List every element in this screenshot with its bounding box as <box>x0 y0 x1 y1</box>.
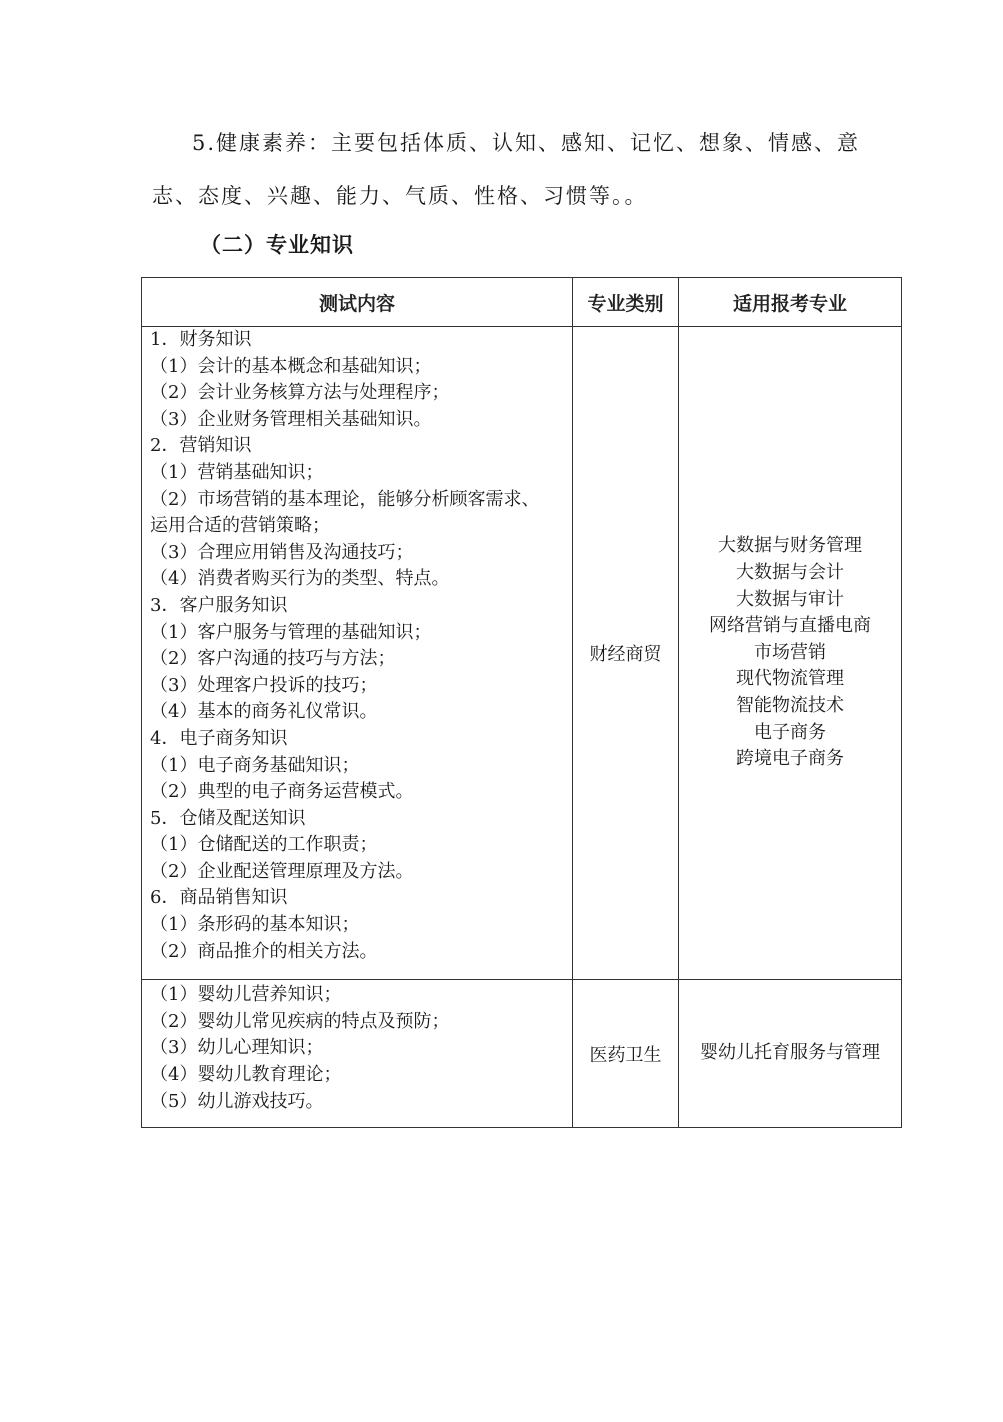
content-line: （1）电子商务基础知识； <box>150 754 360 776</box>
content-line: 5．仓储及配送知识 <box>150 807 306 829</box>
table-row <box>142 327 902 980</box>
major-item: 跨境电子商务 <box>736 748 844 770</box>
content-line: （1）客户服务与管理的基础知识； <box>150 621 432 643</box>
content-line: 1．财务知识 <box>150 329 252 350</box>
major-item: 市场营销 <box>754 641 826 663</box>
content-line: 3．客户服务知识 <box>150 594 288 616</box>
paragraph-line-1: 5.健康素养：主要包括体质、认知、感知、记忆、想象、情感、意 <box>192 131 861 155</box>
content-line: （4）消费者购买行为的类型、特点。 <box>150 568 450 590</box>
content-line: （3）合理应用销售及沟通技巧； <box>150 541 414 563</box>
test-content-list <box>142 327 572 979</box>
majors-list <box>679 1040 901 1067</box>
major-item: 现代物流管理 <box>736 668 844 690</box>
major-item: 大数据与财务管理 <box>718 535 862 557</box>
content-line: （2）商品推介的相关方法。 <box>150 940 378 962</box>
knowledge-table <box>141 277 902 1128</box>
content-line: （3）企业财务管理相关基础知识。 <box>150 408 432 430</box>
test-content-list <box>142 980 572 1127</box>
content-line: （3）幼儿心理知识； <box>150 1037 324 1059</box>
majors-cell <box>679 980 902 1128</box>
test-content-cell <box>142 327 573 980</box>
content-line: （1）婴幼儿营养知识； <box>150 984 342 1006</box>
major-item: 大数据与会计 <box>736 562 844 584</box>
majors-cell <box>679 327 902 980</box>
category-cell: 医药卫生 <box>573 980 679 1128</box>
content-line: （1）条形码的基本知识； <box>150 914 360 936</box>
test-content-cell <box>142 980 573 1128</box>
header-applicable-majors: 适用报考专业 <box>679 278 902 327</box>
header-category: 专业类别 <box>573 278 679 327</box>
content-line: （1）会计的基本概念和基础知识； <box>150 355 432 377</box>
content-line: （1）仓储配送的工作职责； <box>150 834 378 856</box>
health-literacy-paragraph <box>152 117 872 223</box>
table-row <box>142 980 902 1128</box>
content-line: （5）幼儿游戏技巧。 <box>150 1090 324 1112</box>
major-item: 智能物流技术 <box>736 695 844 717</box>
content-line: 4．电子商务知识 <box>150 727 288 749</box>
content-line: 2．营销知识 <box>150 435 252 457</box>
content-line: （3）处理客户投诉的技巧； <box>150 674 378 696</box>
header-test-content: 测试内容 <box>142 278 573 327</box>
paragraph-line-2: 志、态度、兴趣、能力、气质、性格、习惯等。。 <box>152 184 648 208</box>
table-header-row <box>142 278 902 327</box>
majors-list <box>679 533 901 772</box>
content-line: （2）市场营销的基本理论，能够分析顾客需求、 <box>150 488 540 510</box>
content-line: （2）会计业务核算方法与处理程序； <box>150 382 450 404</box>
content-line: （4）婴幼儿教育理论； <box>150 1064 342 1086</box>
content-line: （2）客户沟通的技巧与方法； <box>150 648 396 670</box>
content-line: （2）婴幼儿常见疾病的特点及预防； <box>150 1010 450 1032</box>
major-item: 大数据与审计 <box>736 588 844 610</box>
content-line: （2）企业配送管理原理及方法。 <box>150 860 414 882</box>
content-line: 运用合适的营销策略； <box>150 515 330 537</box>
section-heading: （二）专业知识 <box>200 233 354 257</box>
content-line: 6．商品销售知识 <box>150 887 288 909</box>
major-item: 网络营销与直播电商 <box>709 615 871 637</box>
category-cell: 财经商贸 <box>573 327 679 980</box>
major-item: 婴幼儿托育服务与管理 <box>700 1042 880 1064</box>
major-item: 电子商务 <box>754 721 826 743</box>
content-line: （4）基本的商务礼仪常识。 <box>150 701 378 723</box>
content-line: （1）营销基础知识； <box>150 461 324 483</box>
content-line: （2）典型的电子商务运营模式。 <box>150 781 414 803</box>
